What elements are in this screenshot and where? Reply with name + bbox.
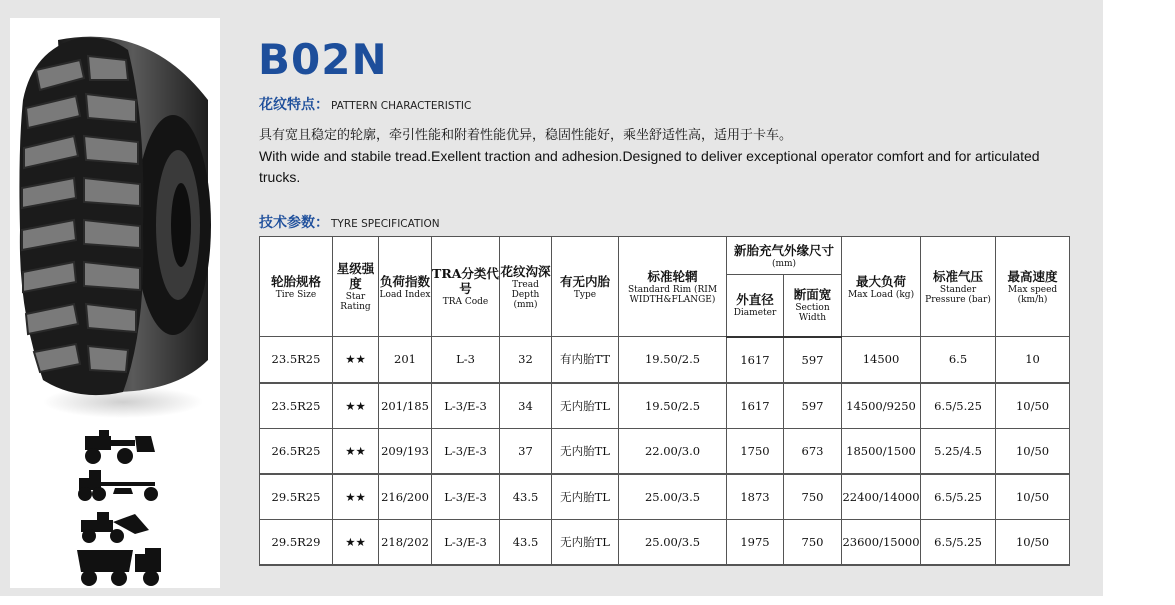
cell-load: 14500/9250 bbox=[842, 383, 921, 429]
spec-table-header bbox=[260, 237, 1070, 337]
cell-diameter: 1750 bbox=[727, 428, 784, 474]
col-type: 有无内胎 Type bbox=[552, 237, 619, 337]
cell-star: ★★ bbox=[333, 337, 379, 383]
table-row bbox=[260, 519, 1070, 565]
cell-diameter: 1617 bbox=[727, 383, 784, 429]
col-rim: 标准轮辋 Standard Rim (RIM WIDTH&FLANGE) bbox=[619, 237, 727, 337]
cell-star: ★★ bbox=[333, 474, 379, 520]
cell-star: ★★ bbox=[333, 383, 379, 429]
cell-tra: L-3/E-3 bbox=[432, 519, 500, 565]
col-size: 轮胎规格 Tire Size bbox=[260, 237, 333, 337]
col-tra: TRA分类代号 TRA Code bbox=[432, 237, 500, 337]
vehicle-icons bbox=[75, 430, 165, 594]
pattern-heading bbox=[259, 94, 471, 114]
col-load: 最大负荷 Max Load (kg) bbox=[842, 237, 921, 337]
cell-rim: 25.00/3.5 bbox=[619, 474, 727, 520]
cell-width: 750 bbox=[784, 474, 842, 520]
spec-table bbox=[259, 236, 1070, 566]
col-pressure: 标准气压 Stander Pressure (bar) bbox=[921, 237, 996, 337]
cell-star: ★★ bbox=[333, 519, 379, 565]
cell-type: 无内胎TL bbox=[552, 383, 619, 429]
cell-pressure: 5.25/4.5 bbox=[921, 428, 996, 474]
cell-load-index: 218/202 bbox=[379, 519, 432, 565]
cell-type: 无内胎TL bbox=[552, 428, 619, 474]
table-row bbox=[260, 474, 1070, 520]
cell-depth: 43.5 bbox=[500, 519, 552, 565]
cell-depth: 34 bbox=[500, 383, 552, 429]
cell-load: 23600/15000 bbox=[842, 519, 921, 565]
wheel-loader-icon bbox=[85, 430, 155, 464]
cell-rim: 19.50/2.5 bbox=[619, 337, 727, 383]
tire-image bbox=[18, 30, 213, 425]
col-width: 断面宽 Section Width bbox=[784, 275, 842, 337]
pattern-heading-en: PATTERN CHARACTERISTIC bbox=[331, 100, 472, 112]
spec-heading-cn: 技术参数 bbox=[259, 215, 315, 231]
cell-size: 23.5R25 bbox=[260, 337, 333, 383]
cell-load-index: 201/185 bbox=[379, 383, 432, 429]
spec-table-header-row bbox=[260, 237, 1070, 275]
cell-width: 597 bbox=[784, 337, 842, 383]
pattern-description-en: With wide and stabile tread.Exellent traction and adhesion.Designed to deliver exceptional operator comfort and for articulated trucks. bbox=[259, 148, 1040, 185]
vehicle-icons-graphic bbox=[75, 430, 165, 590]
cell-rim: 25.00/3.5 bbox=[619, 519, 727, 565]
cell-width: 597 bbox=[784, 383, 842, 429]
cell-diameter: 1975 bbox=[727, 519, 784, 565]
pattern-description-cn: 具有宽且稳定的轮廓，牵引性能和附着性能优异，稳固性能好，乘坐舒适性高，适用于卡车。 bbox=[259, 128, 793, 143]
cell-speed: 10 bbox=[996, 337, 1070, 383]
cell-type: 无内胎TL bbox=[552, 519, 619, 565]
col-dims: 新胎充气外缘尺寸 (mm) bbox=[727, 237, 842, 275]
cell-speed: 10/50 bbox=[996, 428, 1070, 474]
col-star: 星级强度 Star Rating bbox=[333, 237, 379, 337]
cell-tra: L-3/E-3 bbox=[432, 383, 500, 429]
product-title: B02N bbox=[258, 35, 388, 84]
col-load-index: 负荷指数 Load Index bbox=[379, 237, 432, 337]
col-depth: 花纹沟深 Tread Depth (mm) bbox=[500, 237, 552, 337]
cell-type: 无内胎TL bbox=[552, 474, 619, 520]
cell-rim: 22.00/3.0 bbox=[619, 428, 727, 474]
cell-load: 18500/1500 bbox=[842, 428, 921, 474]
cell-depth: 37 bbox=[500, 428, 552, 474]
cell-pressure: 6.5/5.25 bbox=[921, 474, 996, 520]
cell-star: ★★ bbox=[333, 428, 379, 474]
table-row bbox=[260, 383, 1070, 429]
col-speed: 最高速度 Max speed (km/h) bbox=[996, 237, 1070, 337]
cell-size: 23.5R25 bbox=[260, 383, 333, 429]
cell-load: 14500 bbox=[842, 337, 921, 383]
table-row bbox=[260, 337, 1070, 383]
cell-load-index: 216/200 bbox=[379, 474, 432, 520]
cell-tra: L-3 bbox=[432, 337, 500, 383]
spec-heading bbox=[259, 212, 440, 232]
cell-depth: 32 bbox=[500, 337, 552, 383]
cell-load-index: 201 bbox=[379, 337, 432, 383]
cell-pressure: 6.5/5.25 bbox=[921, 383, 996, 429]
pattern-heading-cn: 花纹特点 bbox=[259, 97, 315, 113]
cell-size: 29.5R29 bbox=[260, 519, 333, 565]
pattern-heading-separator: ： bbox=[315, 97, 329, 113]
motor-grader-icon bbox=[78, 470, 158, 501]
cell-tra: L-3/E-3 bbox=[432, 474, 500, 520]
cell-speed: 10/50 bbox=[996, 519, 1070, 565]
spec-heading-separator: ： bbox=[315, 215, 329, 231]
cell-diameter: 1873 bbox=[727, 474, 784, 520]
cell-speed: 10/50 bbox=[996, 383, 1070, 429]
product-image-panel bbox=[10, 18, 220, 588]
cell-tra: L-3/E-3 bbox=[432, 428, 500, 474]
loader-icon bbox=[81, 512, 149, 543]
col-diameter: 外直径 Diameter bbox=[727, 275, 784, 337]
cell-pressure: 6.5/5.25 bbox=[921, 519, 996, 565]
spec-table-body bbox=[260, 337, 1070, 565]
cell-type: 有内胎TT bbox=[552, 337, 619, 383]
table-row bbox=[260, 428, 1070, 474]
cell-size: 26.5R25 bbox=[260, 428, 333, 474]
cell-load-index: 209/193 bbox=[379, 428, 432, 474]
spec-heading-en: TYRE SPECIFICATION bbox=[331, 218, 440, 230]
cell-depth: 43.5 bbox=[500, 474, 552, 520]
cell-speed: 10/50 bbox=[996, 474, 1070, 520]
cell-pressure: 6.5 bbox=[921, 337, 996, 383]
cell-diameter: 1617 bbox=[727, 337, 784, 383]
articulated-dump-truck-icon bbox=[77, 548, 161, 586]
cell-size: 29.5R25 bbox=[260, 474, 333, 520]
cell-rim: 19.50/2.5 bbox=[619, 383, 727, 429]
cell-load: 22400/14000 bbox=[842, 474, 921, 520]
cell-width: 750 bbox=[784, 519, 842, 565]
cell-width: 673 bbox=[784, 428, 842, 474]
